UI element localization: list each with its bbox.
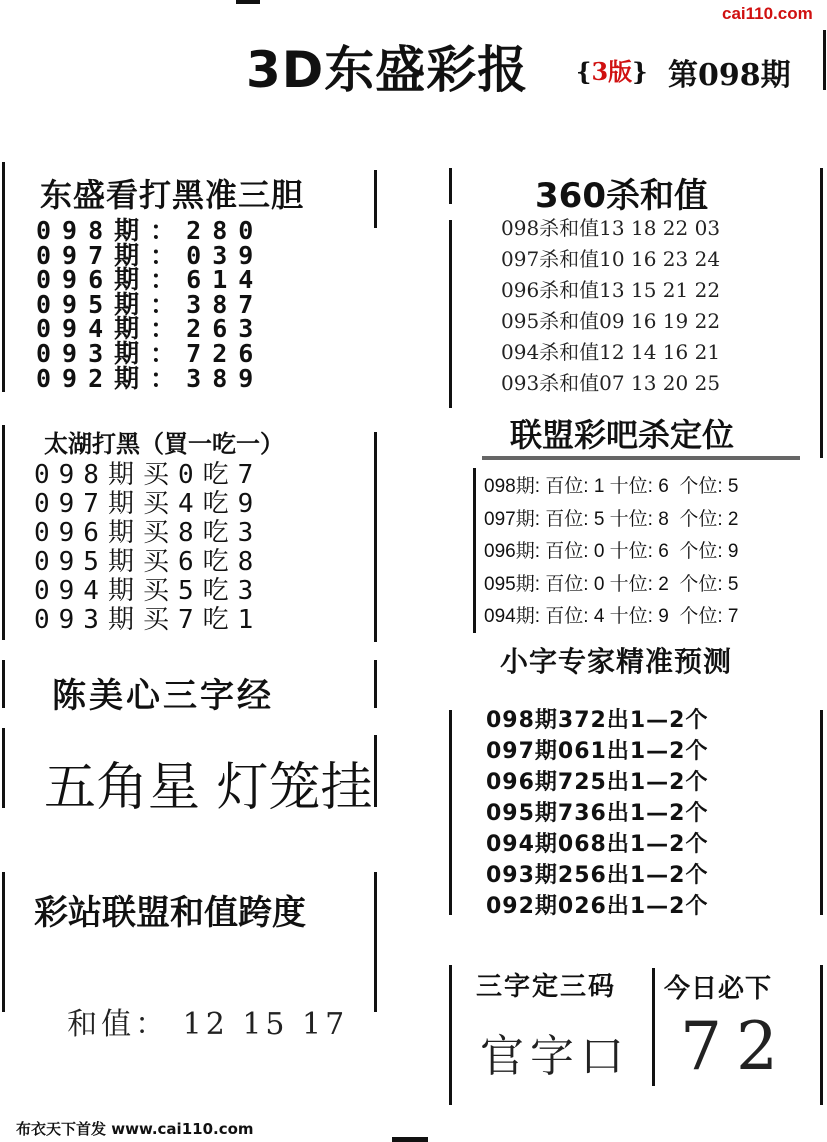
list-item: 092期026出1—2个 bbox=[486, 894, 709, 919]
chenmeixin-text: 五角星 灯笼挂 bbox=[44, 758, 373, 818]
list-item: 098期买0吃7 bbox=[34, 460, 263, 490]
list-item: 095期：387 bbox=[36, 289, 265, 319]
divider bbox=[820, 168, 823, 458]
divider bbox=[449, 710, 452, 915]
section-title-lianmeng: 联盟彩吧杀定位 bbox=[510, 416, 735, 454]
kill-sum-list bbox=[501, 217, 720, 407]
dongsheng-list bbox=[36, 216, 265, 393]
list-item: 094期买5吃3 bbox=[34, 576, 263, 606]
list-item: 097杀和值10 16 23 24 bbox=[501, 247, 721, 271]
today-must-value: 72 bbox=[680, 1008, 792, 1085]
list-item: 096期买8吃3 bbox=[34, 518, 263, 548]
list-item: 096杀和值13 15 21 22 bbox=[501, 278, 721, 302]
list-item: 097期买4吃9 bbox=[34, 489, 263, 519]
footer-text: 布衣天下首发 www.cai110.com bbox=[16, 1120, 254, 1138]
right-edge-line bbox=[823, 30, 826, 90]
list-item: 094期: 百位: 4 十位: 9 个位: 7 bbox=[484, 606, 739, 627]
section-title-caizhan: 彩站联盟和值跨度 bbox=[34, 893, 306, 933]
top-mark bbox=[236, 0, 260, 4]
divider bbox=[652, 968, 655, 1086]
sum-label: 和值： bbox=[67, 1007, 170, 1042]
section-title-chenmeixin: 陈美心三字经 bbox=[52, 676, 274, 716]
edition-badge bbox=[576, 52, 648, 87]
divider bbox=[374, 660, 377, 708]
three-code-text: 官字口 bbox=[480, 1031, 630, 1082]
list-item: 095期买6吃8 bbox=[34, 547, 263, 577]
divider bbox=[473, 468, 476, 633]
list-item: 095期: 百位: 0 十位: 2 个位: 5 bbox=[484, 573, 739, 595]
list-item: 095期736出1—2个 bbox=[486, 801, 709, 826]
section-title-three-code: 三字定三码 bbox=[476, 972, 617, 1002]
divider bbox=[374, 735, 377, 807]
list-item: 097期061出1—2个 bbox=[486, 739, 709, 764]
list-item: 096期: 百位: 0 十位: 6 个位: 9 bbox=[484, 541, 739, 562]
divider bbox=[374, 170, 377, 228]
section-title-taihu: 太湖打黑（買一吃一） bbox=[44, 429, 284, 458]
list-item: 097期: 百位: 5 十位: 8 个位: 2 bbox=[484, 508, 739, 530]
list-item: 096期725出1—2个 bbox=[486, 770, 709, 795]
divider bbox=[449, 965, 452, 1105]
list-item: 094杀和值12 14 16 21 bbox=[501, 340, 721, 364]
divider bbox=[482, 456, 800, 460]
divider bbox=[2, 660, 5, 708]
list-item: 098期372出1—2个 bbox=[486, 708, 709, 733]
divider bbox=[2, 872, 5, 1012]
divider bbox=[374, 872, 377, 1012]
edition-label: 3版 bbox=[591, 57, 633, 86]
sum-values: 12 15 17 bbox=[182, 1007, 349, 1042]
bottom-mark bbox=[392, 1137, 428, 1142]
divider bbox=[2, 728, 5, 808]
taihu-list bbox=[34, 461, 262, 635]
divider bbox=[449, 220, 452, 408]
section-title-today-must: 今日必下 bbox=[664, 974, 773, 1004]
list-item: 094期：263 bbox=[36, 314, 265, 344]
list-item: 092期：389 bbox=[36, 363, 265, 393]
list-item: 095杀和值09 16 19 22 bbox=[501, 309, 721, 333]
divider bbox=[820, 965, 823, 1105]
list-item: 098期：280 bbox=[36, 216, 265, 245]
list-item: 096期：614 bbox=[36, 265, 265, 295]
list-item: 093杀和值07 13 20 25 bbox=[501, 371, 721, 395]
section-title-kill-sum: 360杀和值 bbox=[535, 176, 708, 216]
edition-close: } bbox=[632, 57, 648, 86]
list-item: 094期068出1—2个 bbox=[486, 832, 709, 857]
page-title: 3D东盛彩报 bbox=[246, 41, 529, 99]
issue-number: 第098期 bbox=[668, 58, 791, 93]
caizhan-values bbox=[40, 964, 348, 1043]
divider bbox=[449, 168, 452, 204]
list-item: 097期：039 bbox=[36, 240, 265, 270]
expert-list bbox=[486, 705, 708, 922]
edition-open: { bbox=[576, 57, 592, 86]
divider bbox=[2, 162, 5, 392]
lianmeng-list bbox=[484, 471, 738, 634]
section-title-expert: 小字专家精准预测 bbox=[500, 645, 733, 678]
list-item: 093期256出1—2个 bbox=[486, 863, 709, 888]
divider bbox=[374, 432, 377, 642]
list-item: 098杀和值13 18 22 03 bbox=[501, 217, 721, 240]
list-item: 098期: 百位: 1 十位: 6 个位: 5 bbox=[484, 476, 739, 497]
site-watermark: cai110.com bbox=[722, 4, 813, 23]
list-item: 093期：726 bbox=[36, 338, 265, 368]
list-item: 093期买7吃1 bbox=[34, 605, 263, 635]
divider bbox=[2, 425, 5, 640]
divider bbox=[820, 710, 823, 915]
section-title-dongsheng: 东盛看打黑准三胆 bbox=[40, 176, 305, 214]
